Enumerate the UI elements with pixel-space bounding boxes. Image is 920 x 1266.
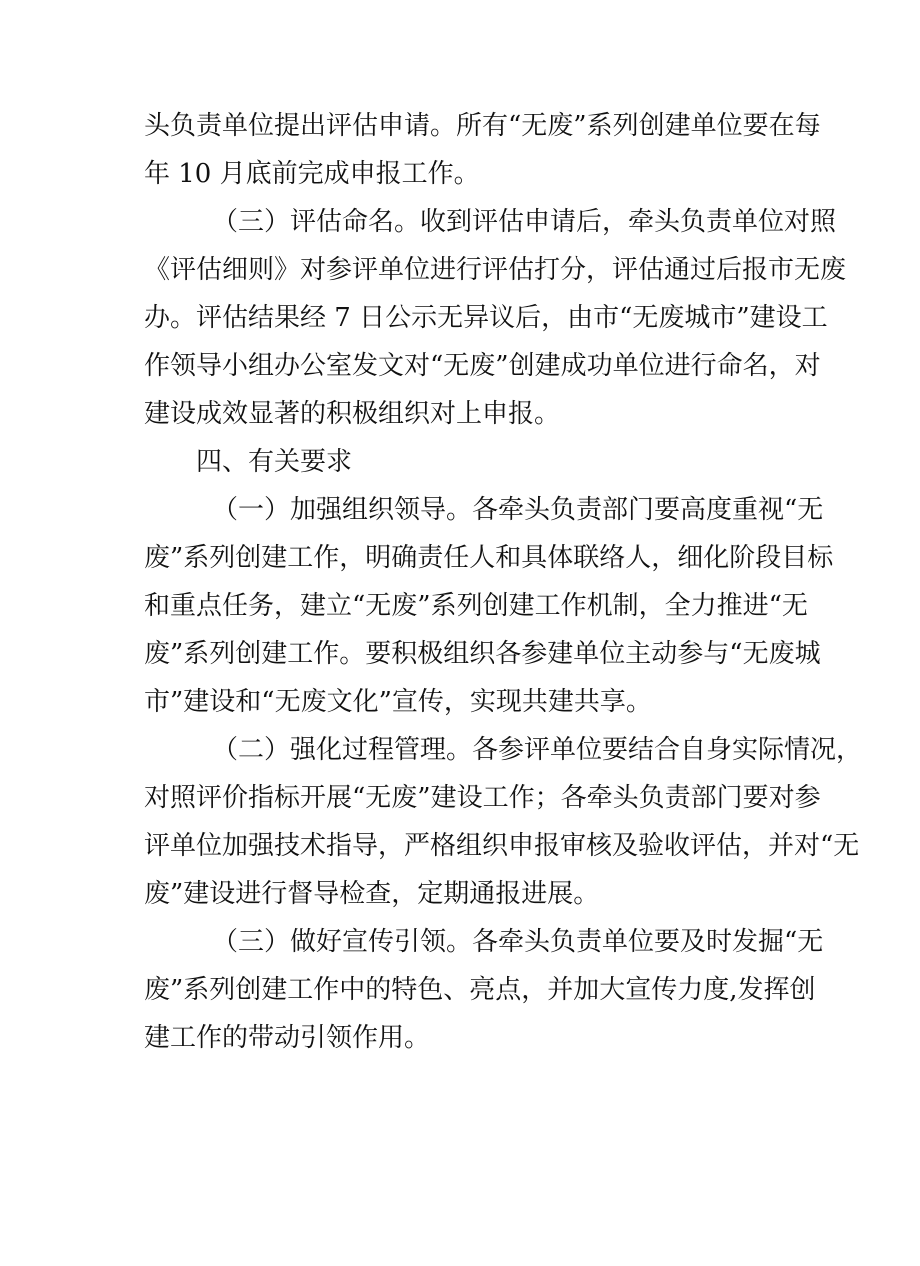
- paragraph-line: （三）做好宣传引领。各牵头负责单位要及时发掘“无: [212, 927, 824, 957]
- paragraph-line: 《评估细则》对参评单位进行评估打分，评估通过后报市无废: [144, 255, 847, 285]
- paragraph-line: 头负责单位提出评估申请。所有“无废”系列创建单位要在每: [144, 111, 821, 141]
- paragraph-line: （二）强化过程管理。各参评单位要结合自身实际情况，: [212, 735, 863, 765]
- paragraph-line: 对照评价指标开展“无废”建设工作；各牵头负责部门要对参: [144, 783, 821, 813]
- paragraph-line: 建设成效显著的积极组织对上申报。: [144, 399, 561, 429]
- paragraph-line: （一）加强组织领导。各牵头负责部门要高度重视“无: [212, 495, 824, 525]
- paragraph-line: （三）评估命名。收到评估申请后，牵头负责单位对照: [212, 207, 837, 237]
- paragraph-line: 作领导小组办公室发文对“无废”创建成功单位进行命名，对: [144, 351, 821, 381]
- paragraph-line: 评单位加强技术指导，严格组织申报审核及验收评估，并对“无: [144, 831, 860, 861]
- paragraph-line: 废”系列创建工作。要积极组织各参建单位主动参与“无废城: [144, 639, 821, 669]
- paragraph-line: 市”建设和“无废文化”宣传，实现共建共享。: [144, 687, 652, 717]
- paragraph-line: 废”系列创建工作中的特色、亮点，并加大宣传力度,发挥创: [144, 975, 816, 1005]
- paragraph-line: 和重点任务，建立“无废”系列创建工作机制，全力推进“无: [144, 591, 808, 621]
- paragraph-line: 建工作的带动引领作用。: [144, 1023, 431, 1053]
- paragraph-line: 办。评估结果经 7 日公示无异议后，由市“无废城市”建设工: [144, 303, 828, 333]
- paragraph-line: 废”建设进行督导检查，定期通报进展。: [144, 879, 600, 909]
- paragraph-line: 年 10 月底前完成申报工作。: [144, 159, 480, 189]
- paragraph-line: 废”系列创建工作，明确责任人和具体联络人，细化阶段目标: [144, 543, 834, 573]
- section-heading: 四、有关要求: [196, 447, 353, 477]
